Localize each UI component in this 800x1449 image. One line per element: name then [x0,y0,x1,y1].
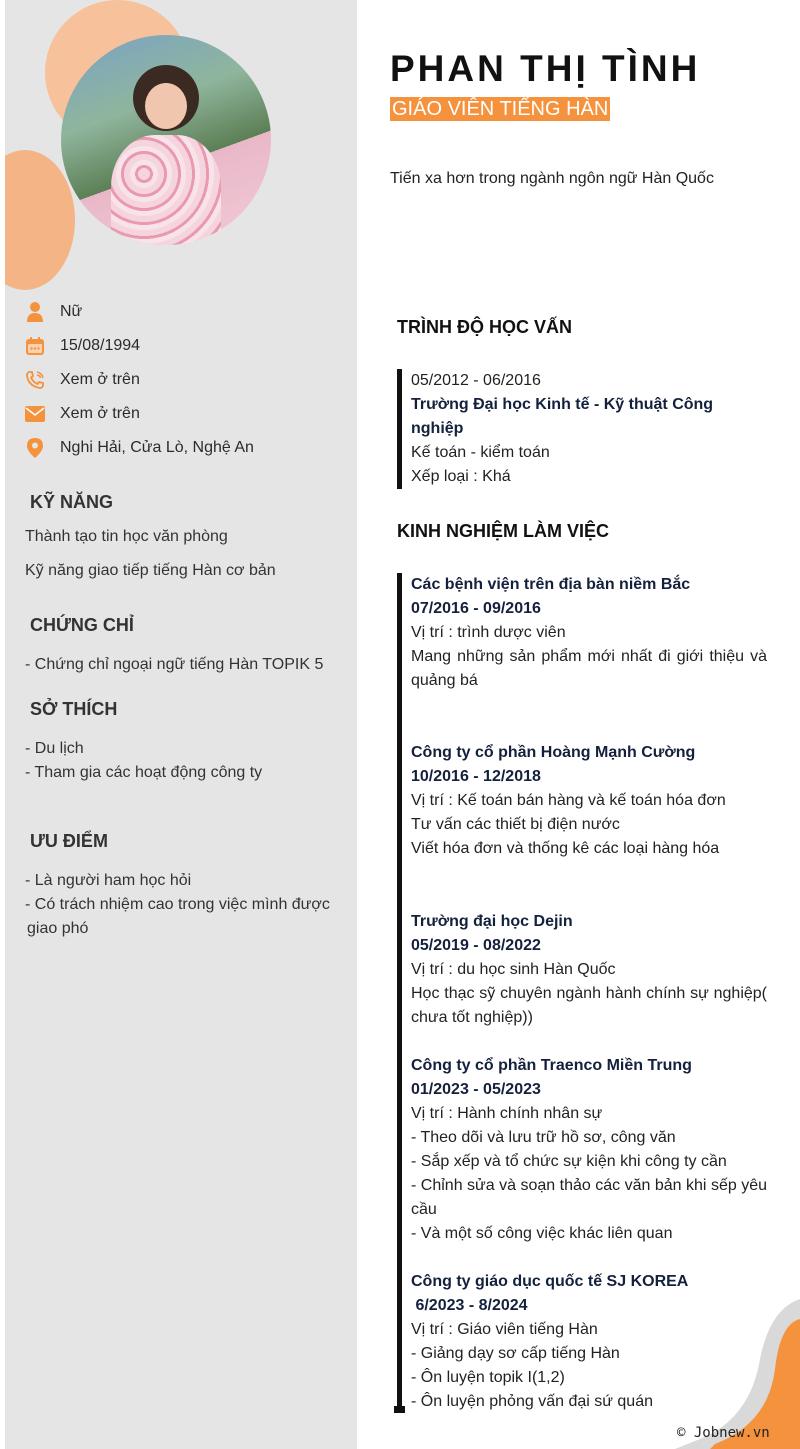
job-line: - Sắp xếp và tổ chức sự kiện khi công ty cần [411,1153,727,1170]
phone-text: Xem ở trên [60,371,140,388]
job-date: 01/2023 - 05/2023 [411,1081,541,1098]
experience-heading: KINH NGHIỆM LÀM VIỆC [397,521,610,541]
job-org: Công ty giáo dục quốc tế SJ KOREA [411,1273,689,1290]
person-icon [25,302,45,322]
contact-email [25,402,140,426]
education-grade: Xếp loại : Khá [411,468,511,485]
address-text: Nghi Hải, Cửa Lò, Nghệ An [60,439,254,456]
location-pin-icon [25,438,45,458]
job-org: Công ty cổ phần Traenco Miền Trung [411,1057,692,1074]
email-text: Xem ở trên [60,405,140,422]
job-date: 05/2019 - 08/2022 [411,937,541,954]
experience-entry [411,910,767,1030]
watermark: © Jobnew.vn [677,1425,770,1441]
certificates-heading: CHỨNG CHỈ [30,615,134,635]
timeline-bar [397,369,402,489]
contact-birthday [25,334,140,358]
job-line: Tư vấn các thiết bị điện nước [411,816,620,833]
decorative-circle [5,150,75,290]
job-line: - Giảng dạy sơ cấp tiếng Hàn [411,1345,620,1362]
job-date: 07/2016 - 09/2016 [411,600,541,617]
calendar-icon [25,336,45,356]
job-line: Học thạc sỹ chuyên ngành hành chính sự nghiệp( chưa tốt nghiệp)) [411,985,767,1026]
job-line: - Chỉnh sửa và soạn thảo các văn bản khi sếp yêu cầu [411,1177,767,1218]
education-entry [411,369,767,489]
job-line: Vị trí : Hành chính nhân sự [411,1105,603,1122]
experience-entry [411,1054,767,1246]
job-org: Các bệnh viện trên địa bàn niềm Bắc [411,576,691,593]
job-line: Vị trí : Giáo viên tiếng Hàn [411,1321,598,1338]
sidebar [5,0,357,1449]
email-icon [25,404,45,424]
job-line: - Theo dõi và lưu trữ hồ sơ, công văn [411,1129,676,1146]
skill-item: Kỹ năng giao tiếp tiếng Hàn cơ bản [25,562,276,579]
birthday-text: 15/08/1994 [60,337,141,354]
job-title: GIÁO VIÊN TIẾNG HÀN [392,98,609,120]
contact-gender [25,300,82,324]
job-line: Vị trí : trình dược viên [411,624,566,641]
certificate-item: - Chứng chỉ ngoại ngữ tiếng Hàn TOPIK 5 [25,656,324,673]
education-date: 05/2012 - 06/2016 [411,372,541,389]
hobbies-heading: SỞ THÍCH [30,699,118,719]
job-line: - Ôn luyện phỏng vấn đại sứ quán [411,1393,653,1410]
contact-address [25,436,254,460]
contact-phone [25,368,140,392]
timeline-end-cap [394,1406,405,1413]
hobby-item: - Du lịch [25,740,84,757]
job-line: Mang những sản phẩm mới nhất đi giới thiệu và quảng bá [411,648,767,689]
experience-entry [411,741,767,861]
job-line: Viết hóa đơn và thống kê các loại hàng hóa [411,840,720,857]
phone-icon [25,370,45,390]
gender-text: Nữ [60,303,83,320]
job-line: Vị trí : du học sinh Hàn Quốc [411,961,616,978]
job-date: 6/2023 - 8/2024 [411,1297,528,1314]
hobby-item: - Tham gia các hoạt động công ty [25,764,263,781]
skill-item: Thành tạo tin học văn phòng [25,528,228,545]
job-line: Vị trí : Kế toán bán hàng và kế toán hóa đơn [411,792,726,809]
candidate-name: PHAN THỊ TÌNH [390,48,701,89]
experience-entry [411,1270,767,1414]
skills-heading: KỸ NĂNG [30,492,114,512]
experience-entry [411,573,767,693]
job-org: Trường đại học Dejin [411,913,573,930]
education-school: Trường Đại học Kinh tế - Kỹ thuật Công nghiệp [411,396,714,437]
job-line: - Ôn luyện topik I(1,2) [411,1369,565,1386]
strengths-heading: ƯU ĐIỂM [30,831,108,851]
education-major: Kế toán - kiểm toán [411,444,550,461]
profile-photo [61,35,271,245]
strength-item: - Có trách nhiệm cao trong việc mình được giao phó [25,896,330,937]
job-line: - Và một số công việc khác liên quan [411,1225,673,1242]
job-date: 10/2016 - 12/2018 [411,768,541,785]
education-heading: TRÌNH ĐỘ HỌC VẤN [397,317,572,337]
job-org: Công ty cổ phần Hoàng Mạnh Cường [411,744,696,761]
strength-item: - Là người ham học hỏi [25,872,192,889]
timeline-bar [397,573,402,1411]
career-objective: Tiến xa hơn trong ngành ngôn ngữ Hàn Quốc [390,170,714,187]
